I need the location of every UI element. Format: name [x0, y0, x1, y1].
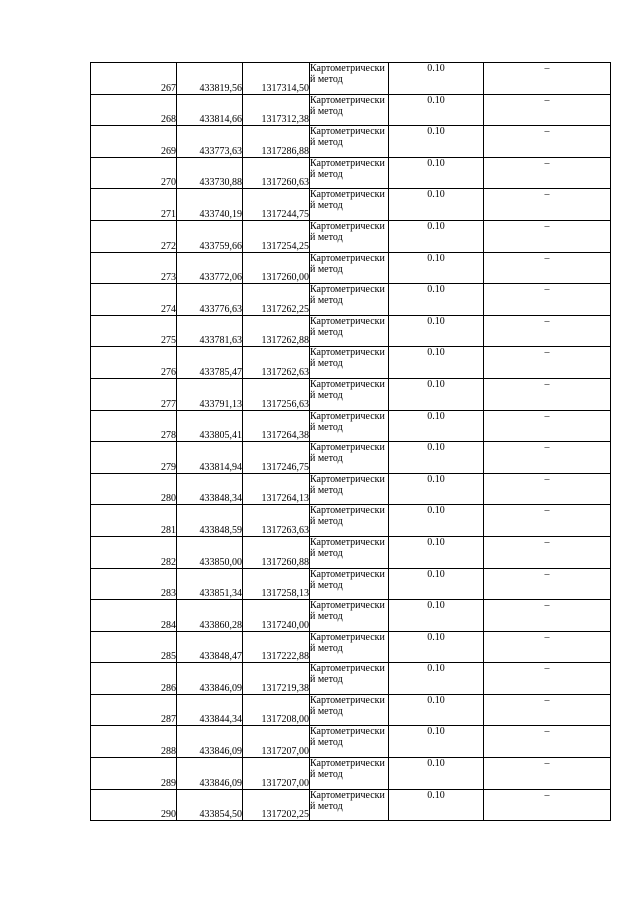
x-coordinate-cell: 433791,13: [177, 378, 243, 410]
point-number-cell: 277: [91, 378, 177, 410]
x-coordinate-cell: 433819,56: [177, 63, 243, 95]
point-number-cell: 274: [91, 284, 177, 316]
point-number-cell: 279: [91, 442, 177, 474]
method-cell: Картометрический метод: [310, 631, 389, 663]
accuracy-cell: 0.10: [389, 94, 484, 126]
accuracy-cell: 0.10: [389, 410, 484, 442]
accuracy-cell: 0.10: [389, 600, 484, 632]
y-coordinate-cell: 1317264,38: [243, 410, 310, 442]
accuracy-cell: 0.10: [389, 694, 484, 726]
x-coordinate-cell: 433805,41: [177, 410, 243, 442]
x-coordinate-cell: 433759,66: [177, 220, 243, 252]
table-row: [91, 600, 611, 632]
point-number-cell: 273: [91, 252, 177, 284]
y-coordinate-cell: 1317207,00: [243, 726, 310, 758]
coordinates-table: [90, 62, 611, 821]
x-coordinate-cell: 433854,50: [177, 789, 243, 821]
point-number-cell: 280: [91, 473, 177, 505]
description-cell: –: [484, 473, 611, 505]
x-coordinate-cell: 433772,06: [177, 252, 243, 284]
table-row: [91, 284, 611, 316]
method-cell: Картометрический метод: [310, 157, 389, 189]
accuracy-cell: 0.10: [389, 126, 484, 158]
x-coordinate-cell: 433860,28: [177, 600, 243, 632]
description-cell: –: [484, 347, 611, 379]
description-cell: –: [484, 189, 611, 221]
y-coordinate-cell: 1317314,50: [243, 63, 310, 95]
accuracy-cell: 0.10: [389, 505, 484, 537]
accuracy-cell: 0.10: [389, 726, 484, 758]
description-cell: –: [484, 315, 611, 347]
method-cell: Картометрический метод: [310, 220, 389, 252]
point-number-cell: 268: [91, 94, 177, 126]
x-coordinate-cell: 433814,94: [177, 442, 243, 474]
method-cell: Картометрический метод: [310, 758, 389, 790]
method-cell: Картометрический метод: [310, 315, 389, 347]
description-cell: –: [484, 758, 611, 790]
table-row: [91, 663, 611, 695]
accuracy-cell: 0.10: [389, 568, 484, 600]
table-row: [91, 189, 611, 221]
method-cell: Картометрический метод: [310, 505, 389, 537]
y-coordinate-cell: 1317263,63: [243, 505, 310, 537]
description-cell: –: [484, 220, 611, 252]
description-cell: –: [484, 284, 611, 316]
point-number-cell: 290: [91, 789, 177, 821]
y-coordinate-cell: 1317286,88: [243, 126, 310, 158]
point-number-cell: 276: [91, 347, 177, 379]
accuracy-cell: 0.10: [389, 442, 484, 474]
x-coordinate-cell: 433740,19: [177, 189, 243, 221]
description-cell: –: [484, 157, 611, 189]
method-cell: Картометрический метод: [310, 694, 389, 726]
y-coordinate-cell: 1317207,00: [243, 758, 310, 790]
table-row: [91, 157, 611, 189]
method-cell: Картометрический метод: [310, 378, 389, 410]
method-cell: Картометрический метод: [310, 252, 389, 284]
accuracy-cell: 0.10: [389, 663, 484, 695]
accuracy-cell: 0.10: [389, 315, 484, 347]
table-row: [91, 315, 611, 347]
point-number-cell: 267: [91, 63, 177, 95]
x-coordinate-cell: 433785,47: [177, 347, 243, 379]
x-coordinate-cell: 433776,63: [177, 284, 243, 316]
table-row: [91, 505, 611, 537]
accuracy-cell: 0.10: [389, 347, 484, 379]
accuracy-cell: 0.10: [389, 284, 484, 316]
table-row: [91, 410, 611, 442]
method-cell: Картометрический метод: [310, 126, 389, 158]
x-coordinate-cell: 433846,09: [177, 663, 243, 695]
description-cell: –: [484, 410, 611, 442]
table-row: [91, 126, 611, 158]
table-row: [91, 726, 611, 758]
method-cell: Картометрический метод: [310, 442, 389, 474]
accuracy-cell: 0.10: [389, 473, 484, 505]
x-coordinate-cell: 433848,59: [177, 505, 243, 537]
x-coordinate-cell: 433814,66: [177, 94, 243, 126]
y-coordinate-cell: 1317244,75: [243, 189, 310, 221]
y-coordinate-cell: 1317256,63: [243, 378, 310, 410]
description-cell: –: [484, 663, 611, 695]
accuracy-cell: 0.10: [389, 758, 484, 790]
point-number-cell: 288: [91, 726, 177, 758]
table-row: [91, 252, 611, 284]
point-number-cell: 283: [91, 568, 177, 600]
y-coordinate-cell: 1317262,63: [243, 347, 310, 379]
point-number-cell: 272: [91, 220, 177, 252]
description-cell: –: [484, 94, 611, 126]
table-row: [91, 758, 611, 790]
description-cell: –: [484, 378, 611, 410]
y-coordinate-cell: 1317260,63: [243, 157, 310, 189]
method-cell: Картометрический метод: [310, 189, 389, 221]
method-cell: Картометрический метод: [310, 568, 389, 600]
y-coordinate-cell: 1317264,13: [243, 473, 310, 505]
point-number-cell: 289: [91, 758, 177, 790]
point-number-cell: 270: [91, 157, 177, 189]
table-row: [91, 442, 611, 474]
table-row: [91, 378, 611, 410]
y-coordinate-cell: 1317240,00: [243, 600, 310, 632]
accuracy-cell: 0.10: [389, 378, 484, 410]
description-cell: –: [484, 568, 611, 600]
table-row: [91, 347, 611, 379]
table-row: [91, 568, 611, 600]
method-cell: Картометрический метод: [310, 536, 389, 568]
description-cell: –: [484, 631, 611, 663]
table-row: [91, 220, 611, 252]
accuracy-cell: 0.10: [389, 220, 484, 252]
method-cell: Картометрический метод: [310, 473, 389, 505]
method-cell: Картометрический метод: [310, 347, 389, 379]
description-cell: –: [484, 789, 611, 821]
y-coordinate-cell: 1317208,00: [243, 694, 310, 726]
description-cell: –: [484, 505, 611, 537]
table-row: [91, 536, 611, 568]
point-number-cell: 275: [91, 315, 177, 347]
description-cell: –: [484, 600, 611, 632]
accuracy-cell: 0.10: [389, 631, 484, 663]
accuracy-cell: 0.10: [389, 63, 484, 95]
table-row: [91, 694, 611, 726]
method-cell: Картометрический метод: [310, 63, 389, 95]
method-cell: Картометрический метод: [310, 284, 389, 316]
description-cell: –: [484, 442, 611, 474]
method-cell: Картометрический метод: [310, 410, 389, 442]
method-cell: Картометрический метод: [310, 94, 389, 126]
coordinates-table-body: [91, 63, 611, 821]
y-coordinate-cell: 1317246,75: [243, 442, 310, 474]
description-cell: –: [484, 536, 611, 568]
x-coordinate-cell: 433848,34: [177, 473, 243, 505]
description-cell: –: [484, 726, 611, 758]
x-coordinate-cell: 433773,63: [177, 126, 243, 158]
table-row: [91, 789, 611, 821]
y-coordinate-cell: 1317254,25: [243, 220, 310, 252]
point-number-cell: 285: [91, 631, 177, 663]
table-row: [91, 631, 611, 663]
point-number-cell: 287: [91, 694, 177, 726]
accuracy-cell: 0.10: [389, 252, 484, 284]
point-number-cell: 271: [91, 189, 177, 221]
description-cell: –: [484, 252, 611, 284]
point-number-cell: 269: [91, 126, 177, 158]
accuracy-cell: 0.10: [389, 789, 484, 821]
y-coordinate-cell: 1317262,88: [243, 315, 310, 347]
accuracy-cell: 0.10: [389, 189, 484, 221]
description-cell: –: [484, 63, 611, 95]
table-row: [91, 63, 611, 95]
x-coordinate-cell: 433846,09: [177, 758, 243, 790]
y-coordinate-cell: 1317312,38: [243, 94, 310, 126]
accuracy-cell: 0.10: [389, 157, 484, 189]
x-coordinate-cell: 433850,00: [177, 536, 243, 568]
x-coordinate-cell: 433848,47: [177, 631, 243, 663]
point-number-cell: 282: [91, 536, 177, 568]
point-number-cell: 281: [91, 505, 177, 537]
table-row: [91, 94, 611, 126]
point-number-cell: 286: [91, 663, 177, 695]
description-cell: –: [484, 694, 611, 726]
description-cell: –: [484, 126, 611, 158]
y-coordinate-cell: 1317258,13: [243, 568, 310, 600]
x-coordinate-cell: 433730,88: [177, 157, 243, 189]
y-coordinate-cell: 1317262,25: [243, 284, 310, 316]
method-cell: Картометрический метод: [310, 663, 389, 695]
x-coordinate-cell: 433851,34: [177, 568, 243, 600]
y-coordinate-cell: 1317260,88: [243, 536, 310, 568]
point-number-cell: 284: [91, 600, 177, 632]
y-coordinate-cell: 1317219,38: [243, 663, 310, 695]
x-coordinate-cell: 433844,34: [177, 694, 243, 726]
table-row: [91, 473, 611, 505]
method-cell: Картометрический метод: [310, 789, 389, 821]
method-cell: Картометрический метод: [310, 726, 389, 758]
method-cell: Картометрический метод: [310, 600, 389, 632]
accuracy-cell: 0.10: [389, 536, 484, 568]
y-coordinate-cell: 1317222,88: [243, 631, 310, 663]
y-coordinate-cell: 1317202,25: [243, 789, 310, 821]
x-coordinate-cell: 433846,09: [177, 726, 243, 758]
y-coordinate-cell: 1317260,00: [243, 252, 310, 284]
point-number-cell: 278: [91, 410, 177, 442]
x-coordinate-cell: 433781,63: [177, 315, 243, 347]
